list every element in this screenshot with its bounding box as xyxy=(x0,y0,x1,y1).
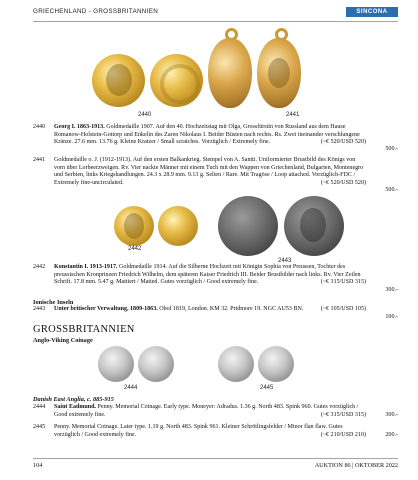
footer-divider xyxy=(33,458,398,459)
coin-2444-obverse xyxy=(98,346,134,382)
lot-estimate: (~€ 520/USD 520) xyxy=(320,179,366,186)
lot-2440 xyxy=(33,124,398,154)
lot-estimate: (~€ 315/USD 315) xyxy=(320,279,366,286)
lot-2441 xyxy=(33,157,398,195)
lot-2445 xyxy=(33,424,398,440)
lot-description: Penny. Memorial Coinage. Early type. Moneyer: Adradus. 1.36 g. North 483. Spink 960. Gutes vorzüglich / Good extremely fine. xyxy=(54,404,359,418)
lot-number: 2444 xyxy=(33,404,46,410)
lot-title: Saint Eadmund. xyxy=(54,404,97,410)
page-header xyxy=(33,7,398,21)
caption-2445: 2445 xyxy=(260,385,274,391)
header-title: GRIECHENLAND - GROSSBRITANNIEN xyxy=(33,8,159,15)
coin-2440-portrait-relief xyxy=(106,64,132,96)
lot-estimate: (~€ 210/USD 210) xyxy=(320,431,366,438)
coin-2443-britannia-relief xyxy=(300,208,326,242)
lot-number: 2443 xyxy=(33,306,46,312)
header-divider xyxy=(33,21,398,22)
caption-2440: 2440 xyxy=(138,112,152,118)
section-ionian-islands: Ionische Inseln xyxy=(33,299,74,306)
coin-2440-wreath-relief xyxy=(160,64,200,104)
lot-estimate: (~€ 520/USD 520) xyxy=(320,139,366,146)
lot-title: Konstantin I. 1913-1917. xyxy=(54,264,118,270)
lot-2442 xyxy=(33,264,398,295)
coin-2445-obverse xyxy=(218,346,254,382)
caption-2442: 2442 xyxy=(128,246,142,252)
coin-2442-reverse xyxy=(158,206,198,246)
lot-price: 300.- xyxy=(385,287,398,294)
coin-2443-obverse xyxy=(218,196,278,256)
lot-number: 2445 xyxy=(33,424,46,430)
caption-2441: 2441 xyxy=(286,112,300,118)
lot-title: Georg I. 1863-1913. xyxy=(54,124,105,130)
lot-number: 2441 xyxy=(33,157,46,163)
lot-price: 500.- xyxy=(385,187,398,194)
lot-description: Goldmedaille 1914. Auf die Silberne Hochzeit mit Königin Sophia von Preussen, Tochter des preussischen Kronprinzen Friedrich Wilhelm, dem späteren Kaiser Friedrich III. Beider Brustbilder nach links. Rv. Vier Zeilen Schrift. 17.8 mm. 5.47 g. Mattiert / Matted. Gutes vorzüglich / Good extremely fine. xyxy=(54,264,361,286)
coin-2441-bust-relief xyxy=(268,58,290,88)
lot-price: 100.- xyxy=(385,314,398,321)
caption-2443: 2443 xyxy=(278,258,292,264)
lot-price: 300.- xyxy=(385,412,398,419)
coin-2444-reverse xyxy=(138,346,174,382)
sincona-logo: SINCONA xyxy=(346,7,398,17)
lot-price: 200.- xyxy=(385,432,398,439)
lot-title: Unter britischer Verwaltung, 1809-1863. xyxy=(54,306,158,312)
auction-info: AUKTION 86 | OKTOBER 2022 xyxy=(314,462,398,469)
lot-description: Penny. Memorial Coinage. Later type. 1.19 g. North 483. Spink 961. Kleiner Schrötlingsfehler / Minor flan flaw. Gutes vorzüglich / Good extremely fine. xyxy=(54,424,343,438)
lot-estimate: (~€ 105/USD 105) xyxy=(320,306,366,312)
coin-2442-bust-relief xyxy=(124,213,144,239)
coin-2445-reverse xyxy=(258,346,294,382)
lot-2443 xyxy=(33,306,398,322)
coin-2441-obverse xyxy=(208,38,252,108)
lot-number: 2440 xyxy=(33,124,46,130)
page-number: 104 xyxy=(33,462,43,469)
caption-2444: 2444 xyxy=(124,385,138,391)
lot-2444 xyxy=(33,404,398,420)
lot-description: Goldmedaille o. J. (1912-1913). Auf den ersten Balkankrieg. Stempel von A. Santti. Uniformierter Brustbild des Königs von vorn über Lorbeerzweigen. Rv. Vier nackte Männer mit einem Tuch mit den Wappen von Griechenland, Bulgarien, Montenegro und Serbien, links Kriegshandlungen. 24.3 x 28.9 mm. 9.13 g. Selten / Rare. Mit Tragöse / Loop attached. Vorzüglich-FDC / Extremely fine-uncirculated. xyxy=(54,157,364,186)
subsection-danish-east-anglia: Danish East Anglia, c. 885-915 xyxy=(33,396,114,403)
subsection-anglo-viking: Anglo-Viking Coinage xyxy=(33,337,93,344)
lot-description: Goldmedaille 1907. Auf den 40. Hochzeitstag mit Olga, Grossfürstin von Russland aus dem Hause Romanow-Holstein-Gottorp und Enkelin des Zaren Nikolaus I. Beider Büsten nach rechts. Rs. Zwei ineinander verschlungene Kränze. 27.6 mm. 13.76 g. Kleine Kratzer / Small scratches. Vorzüglich / Extremely fine. xyxy=(54,124,360,146)
lot-number: 2442 xyxy=(33,264,46,270)
section-great-britain: GROSSBRITANNIEN xyxy=(33,324,135,335)
lot-estimate: (~€ 315/USD 315) xyxy=(320,411,366,418)
lot-description: Obol 1819, London. KM 32. Pridmore 19. NGC AU53 BN. xyxy=(159,306,304,312)
lot-price: 500.- xyxy=(385,146,398,153)
